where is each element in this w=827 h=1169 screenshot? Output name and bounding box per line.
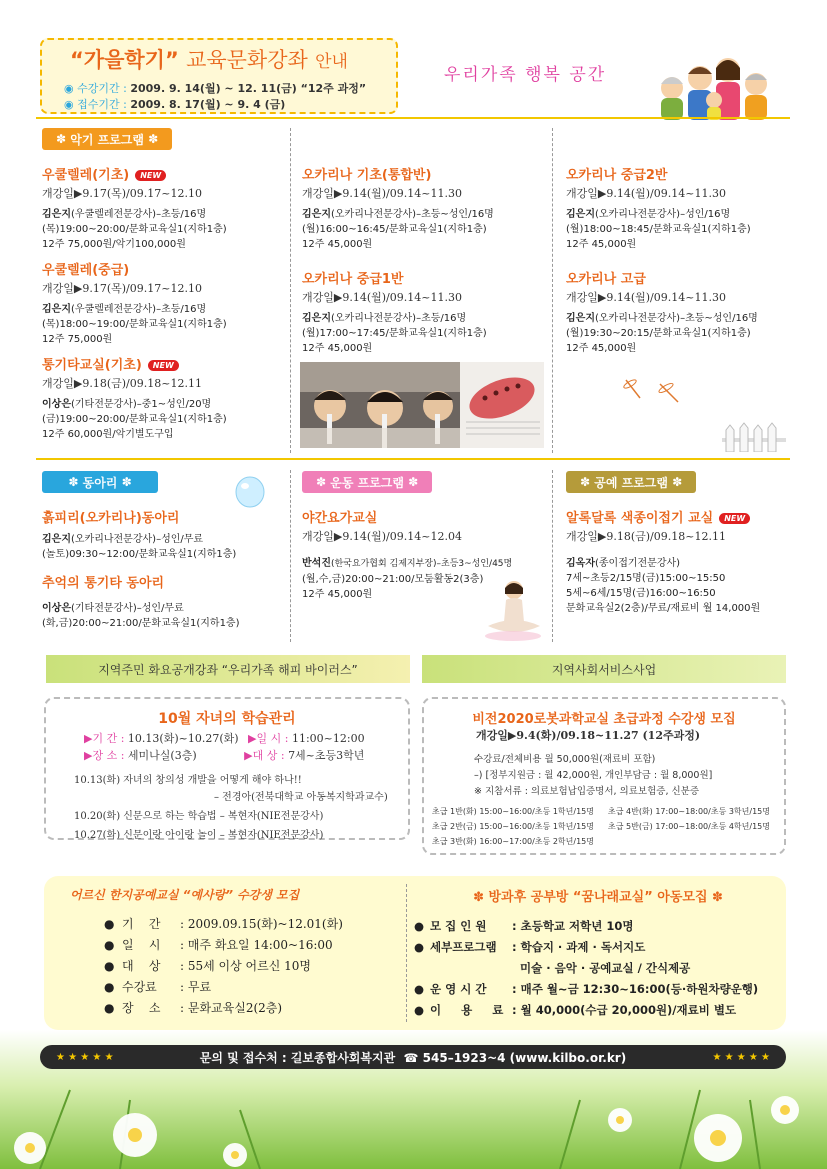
family-illustration bbox=[652, 40, 782, 120]
course-ukulele-basic: 우쿨렐레(기초) NEW 개강일▶9.17(목)/09.17~12.10 김은지(우쿨렐레전문강사)–초등/16명 (목)19:00~20:00/문화교육실1(지하1층) 12주 75,000원/악기100,000원 bbox=[42, 168, 227, 250]
list-item: 미술 · 음악 · 공예교실 / 간식제공 bbox=[520, 961, 691, 975]
music-program-heading: ✽ 악기 프로그램 ✽ bbox=[42, 128, 172, 150]
column-divider bbox=[290, 128, 291, 453]
stars-left: ★ ★ ★ ★ ★ bbox=[56, 1051, 114, 1063]
lecture-session: – 전경아(전북대학교 아동복지학과교수) bbox=[214, 792, 388, 803]
list-item: ● 운 영 시 간 : 매주 월~금 12:30~16:00(등·하원차량운행) bbox=[414, 982, 759, 996]
asterisk-icon: ✽ bbox=[316, 475, 331, 489]
elders-list bbox=[104, 914, 394, 1019]
title-quote: “가을학기” bbox=[70, 48, 179, 72]
club-heading: ✽ 동아리 ✽ bbox=[42, 471, 158, 493]
period-dot-icon: ◉ bbox=[64, 98, 74, 111]
yoga-woman-illustration bbox=[478, 578, 548, 644]
list-item: ● 장 소 : 문화교육실2(2층) bbox=[104, 1001, 283, 1015]
lecture-info-1: ▶기 간 : 10.13(화)~10.27(화) ▶일 시 : 11:00~12:00 bbox=[84, 732, 365, 745]
bubble-icon bbox=[234, 474, 266, 508]
robot-class: 초급 3반(화) 16:00~17:00/초등 2학년/15명 bbox=[432, 837, 594, 846]
period2-label: 접수기간 : bbox=[77, 98, 127, 111]
list-item: ● 이 용 료 : 월 40,000(수급 20,000원)/재료비 별도 bbox=[414, 1003, 737, 1017]
course-ukulele-intermediate: 우쿨렐레(중급) 개강일▶9.17(목)/09.17~12.10 김은지(우쿨렐레전문강사)–초등/16명 (목)18:00~19:00/문화교육실1(지하1층) 12주 75,000원 bbox=[42, 263, 227, 345]
asterisk-icon: ✽ bbox=[143, 132, 159, 146]
list-item: ● 모 집 인 원 : 초등학교 저학년 10명 bbox=[414, 919, 634, 933]
title-suffix: 안내 bbox=[315, 52, 348, 72]
lecture-info-2: ▶장 소 : 세미나실(3층) ▶대 상 : 7세~초등3학년 bbox=[84, 749, 365, 762]
craft-heading: ✽ 공예 프로그램 ✽ bbox=[566, 471, 696, 493]
period-dot-icon: ◉ bbox=[64, 82, 74, 95]
column-divider bbox=[406, 884, 407, 1022]
afterschool-list bbox=[414, 916, 784, 1021]
craft-origami: 알록달록 색종이접기 교실 NEW 개강일▶9.18(금)/09.18~12.11 김옥자(종이접기전문강사) 7세~초등2/15명(금)15:00~15:50 5세~6세/15명(금)16:00~16:50 문화교육실2(2층)/무료/재료비 월 14,000원 bbox=[566, 511, 761, 614]
club-ocarina: 흙피리(오카리나)동아리 김은지(오카리나전문강사)–성인/무료 (놀토)09:30~12:00/문화교육실1(지하1층) bbox=[42, 511, 237, 560]
course-ocarina-advanced: 오카리나 고급 개강일▶9.14(월)/09.14~11.30 김은지(오카리나전문강사)–초등~성인/16명 (월)19:30~20:15/문화교육실1(지하1층) 12주 45,000원 bbox=[566, 272, 758, 354]
column-divider bbox=[552, 128, 553, 453]
robot-class: 초급 1반(화) 15:00~16:00/초등 1학년/15명 bbox=[432, 807, 594, 816]
asterisk-icon: ✽ bbox=[667, 475, 683, 489]
club-guitar: 추억의 통기타 동아리 이상은(기타전문강사)–성인/무료 (화,금)20:00~21:00/문화교육실1(지하1층) bbox=[42, 576, 240, 629]
period2-value: 2009. 8. 17(월) ~ 9. 4 (금) bbox=[130, 98, 286, 111]
lecture-session: 10.13(화) 자녀의 창의성 개발을 어떻게 해야 하나!! bbox=[74, 775, 302, 786]
new-badge: NEW bbox=[135, 170, 166, 181]
sports-heading: ✽ 운동 프로그램 ✽ bbox=[302, 471, 432, 493]
community-lecture-banner: 지역주민 화요공개강좌 “우리가족 해피 바이러스” bbox=[46, 655, 410, 683]
course-ocarina-basic: 오카리나 기초(통합반) 개강일▶9.14(월)/09.14~11.30 김은지(오카리나전문강사)–초등~성인/16명 (월)16:00~16:45/문화교육실1(지하1층) 12주 45,000원 bbox=[302, 168, 494, 250]
list-item: ● 수강료 : 무료 bbox=[104, 980, 212, 994]
list-item: ● 대 상 : 55세 이상 어르신 10명 bbox=[104, 959, 311, 973]
lecture-session: 10.20(화) 신문으로 하는 학습법 – 복현자(NIE전문강사) bbox=[74, 811, 324, 822]
elders-title: 어르신 한지공예교실 “예사랑” 수강생 모집 bbox=[70, 888, 300, 902]
asterisk-icon: ✽ bbox=[56, 132, 71, 146]
list-item: ● 기 간 : 2009.09.15(화)~12.01(화) bbox=[104, 917, 343, 931]
robot-date: 개강일▶9.4(화)/09.18~11.27 (12주과정) bbox=[476, 729, 701, 742]
contact-bar bbox=[40, 1045, 786, 1069]
fence-illustration bbox=[722, 422, 786, 452]
course-ocarina-inter2: 오카리나 중급2반 개강일▶9.14(월)/09.14~11.30 김은지(오카리나전문강사)–성인/16명 (월)18:00~18:45/문화교육실1(지하1층) 12주 45,000원 bbox=[566, 168, 751, 250]
lecture-session: 10.27(화) 신문이랑 아이랑 놀이 – 복현자(NIE전문강사) bbox=[74, 830, 324, 841]
period1-value: 2009. 9. 14(월) ~ 12. 11(금) “12주 과정” bbox=[130, 82, 367, 95]
title-main: 교육문화강좌 bbox=[186, 48, 308, 72]
course-guitar-basic: 통기타교실(기초) NEW 개강일▶9.18(금)/09.18~12.11 이상은(기타전문강사)–중1~성인/20명 (금)19:00~20:00/문화교육실1(지하1층) 12주 60,000원/악기별도구입 bbox=[42, 358, 227, 440]
column-divider bbox=[290, 470, 291, 642]
course-ocarina-inter1: 오카리나 중급1반 개강일▶9.14(월)/09.14~11.30 김은지(오카리나전문강사)–초등/16명 (월)17:00~17:45/문화교육실1(지하1층) 12주 45,000원 bbox=[302, 272, 487, 354]
contact-text: 문의 및 접수처 : 길보종합사회복지관 bbox=[199, 1050, 396, 1065]
sports-yoga: 야간요가교실 개강일▶9.14(월)/09.14~12.04 반석진(한국요가협회 김제지부장)–초등3~성인/45명 (월,수,금)20:00~21:00/모둠활동2(3층) 12주 45,000원 bbox=[302, 511, 513, 600]
new-badge: NEW bbox=[148, 360, 179, 371]
robot-fee2: –) [정부지원금 : 월 42,000원, 개인부담금 : 월 8,000원] bbox=[474, 770, 713, 781]
robot-class: 초급 4반(화) 17:00~18:00/초등 3학년/15명 bbox=[608, 807, 770, 816]
section-divider bbox=[36, 458, 790, 460]
lecture-title: 10월 자녀의 학습관리 bbox=[158, 711, 296, 727]
asterisk-icon: ✽ bbox=[68, 475, 83, 489]
new-badge: NEW bbox=[719, 513, 750, 524]
period-line-1 bbox=[64, 80, 366, 96]
robot-class: 초급 5반(금) 17:00~18:00/초등 4학년/15명 bbox=[608, 822, 770, 831]
ocarina-photo bbox=[300, 362, 544, 448]
community-service-banner: 지역사회서비스사업 bbox=[422, 655, 786, 683]
list-item: ● 세부프로그램 : 학습지 · 과제 · 독서지도 bbox=[414, 940, 646, 954]
contact-phone: ☎ 545–1923~4 (www.kilbo.or.kr) bbox=[403, 1050, 627, 1065]
period-line-2 bbox=[64, 96, 285, 112]
list-item: ● 일 시 : 매주 화요일 14:00~16:00 bbox=[104, 938, 333, 952]
header-divider bbox=[36, 117, 790, 119]
page-title bbox=[70, 44, 348, 74]
asterisk-icon: ✽ bbox=[403, 475, 419, 489]
stars-right: ★ ★ ★ ★ ★ bbox=[712, 1051, 770, 1063]
afterschool-title: ✽ 방과후 공부방 “꿈나래교실” 아동모집 ✽ bbox=[473, 890, 723, 905]
column-divider bbox=[552, 470, 553, 642]
asterisk-icon: ✽ bbox=[580, 475, 595, 489]
robot-class: 초급 2반(금) 15:00~16:00/초등 1학년/15명 bbox=[432, 822, 594, 831]
robot-docs: ※ 지참서류 : 의료보험납입증명서, 의료보험증, 신분증 bbox=[474, 786, 700, 797]
robot-title: 비전2020로봇과학교실 초급과정 수강생 모집 bbox=[472, 712, 736, 727]
period1-label: 수강기간 : bbox=[77, 82, 127, 95]
slogan: 우리가족 행복 공간 bbox=[444, 65, 607, 85]
asterisk-icon: ✽ bbox=[117, 475, 132, 489]
dragonfly-icon bbox=[620, 374, 690, 408]
robot-fee1: 수강료/전체비용 월 50,000원(재료비 포함) bbox=[474, 754, 656, 765]
